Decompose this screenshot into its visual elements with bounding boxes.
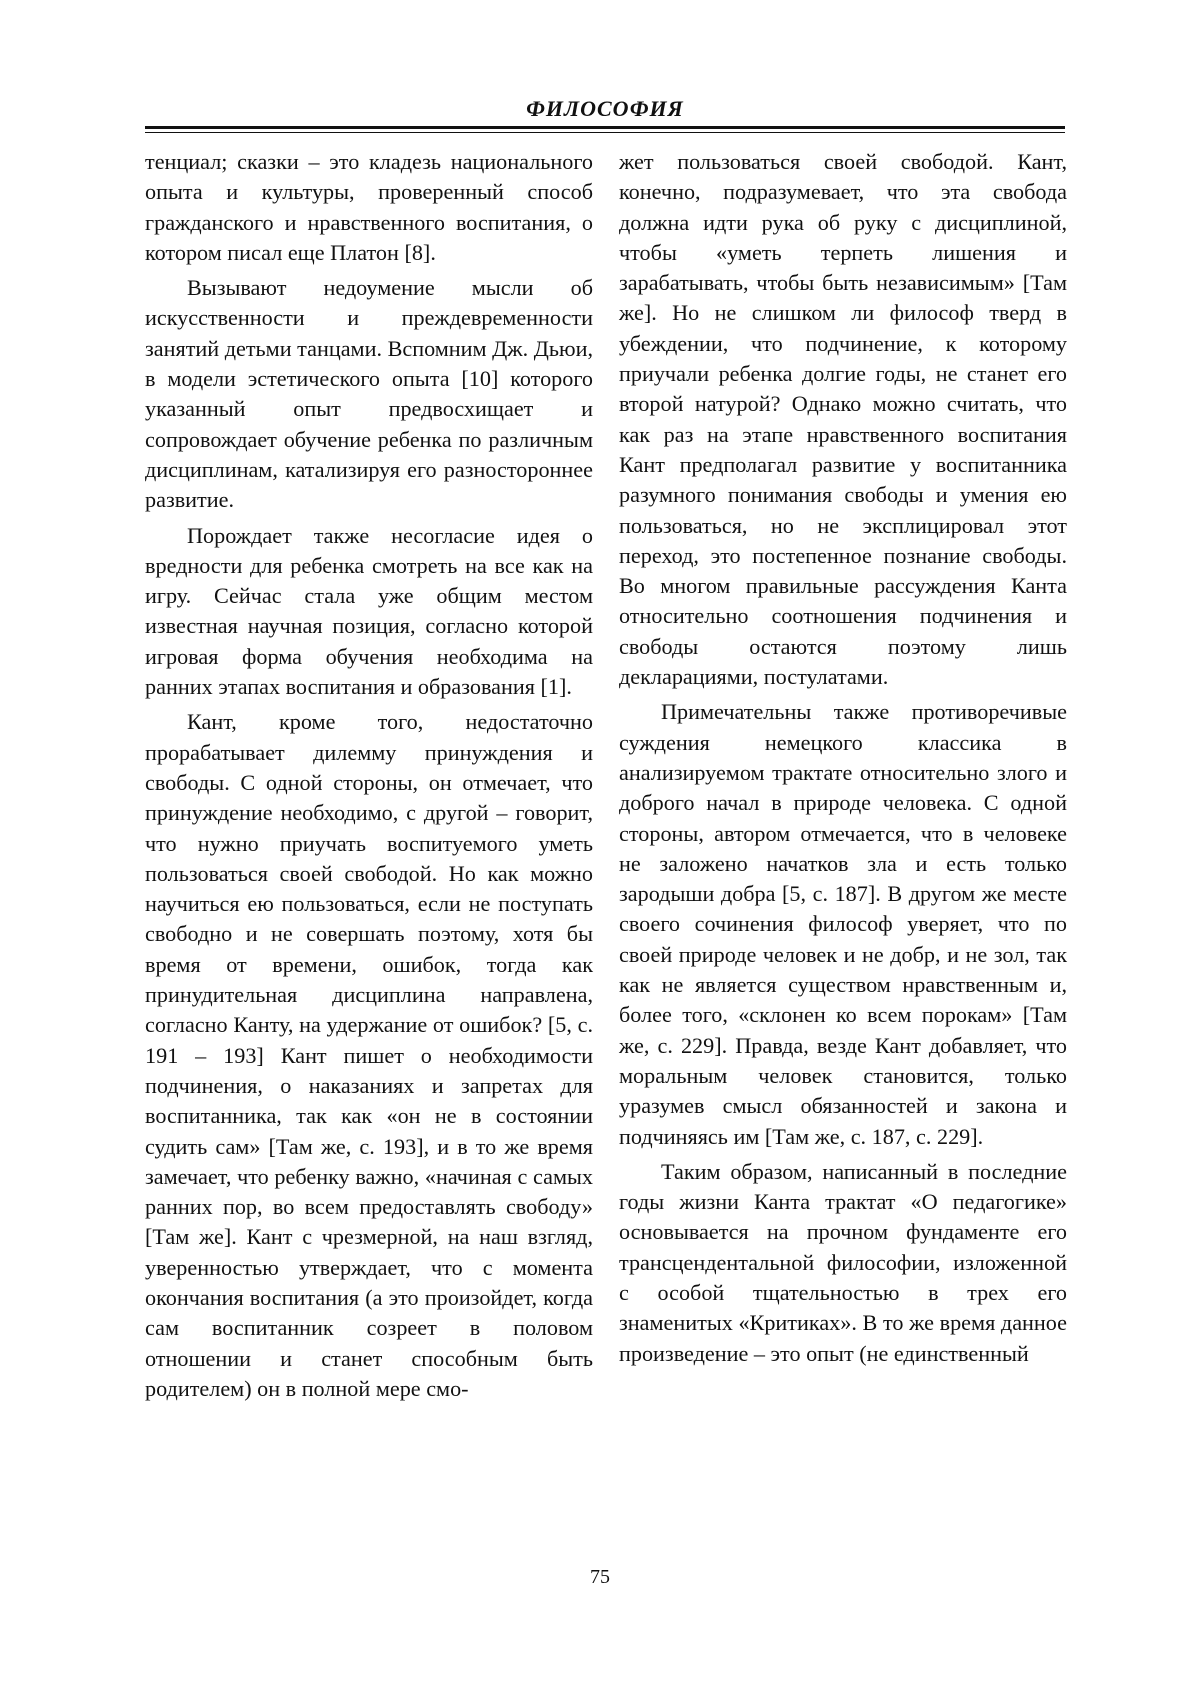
right-column [619,147,1067,1369]
header-rule-thick [145,126,1065,129]
left-column [145,147,593,1404]
page-number: 75 [590,1566,610,1588]
paragraph: Таким образом, написанный в последние годы жизни Канта трактат «О педагогике» основывается на прочном фундаменте его трансцендентальной философии, изложенной с особой тщательностью в трех его знаменитых «Критиках». В то же время данное произведение – это опыт (не единственный [619,1158,1067,1366]
paragraph: Кант, кроме того, недостаточно прорабатывает дилемму принуждения и свободы. С одной стороны, он отмечает, что принуждение необходимо, с другой – говорит, что нужно приучать воспитуемого уметь пользоваться своей свободой. Но как можно научиться ею пользоваться, если не поступать свободно и не совершать поэтому, хотя бы время от времени, ошибок, тогда как принудительная дисциплина направлена, согласно Канту, на удержание от ошибок? [5, с. 191 – 193] Кант пишет о необходимости подчинения, о наказаниях и запретах для воспитанника, так как «он не в состоянии судить сам» [Там же, с. 193], и в то же время замечает, что ребенку важно, «начиная с самых ранних пор, во всем предоставлять свободу» [Там же]. Кант с чрезмерной, на наш взгляд, уверенностью утверждает, что с момента окончания воспитания (а это произойдет, когда сам воспитанник созреет в половом отношении и станет способным быть родителем) он в полной мере смо- [145,709,593,1401]
header-rule-thin [145,132,1065,133]
paragraph: Вызывают недоумение мысли об искусственности и преждевременности занятий детьми танцами. Вспомним Дж. Дьюи, в модели эстетического опыта [10] которого указанный опыт предвосхищает и сопровождает обучение ребенка по различным дисциплинам, катализируя его разностороннее развитие. [145,275,593,513]
paragraph-continued: тенциал; сказки – это кладезь национального опыта и культуры, проверенный способ гражданского и нравственного воспитания, о котором писал еще Платон [8]. [145,149,593,265]
paragraph-continued: жет пользоваться своей свободой. Кант, конечно, подразумевает, что эта свобода должна идти рука об руку с дисциплиной, чтобы «уметь терпеть лишения и зарабатывать, чтобы быть независимым» [Там же]. Но не слишком ли философ тверд в убеждении, что подчинение, к которому приучали ребенка долгие годы, не станет его второй натурой? Однако можно считать, что как раз на этапе нравственного воспитания Кант предполагал развитие у воспитанника разумного понимания свободы и умения ею пользоваться, но не эксплицировал этот переход, это постепенное познание свободы. Во многом правильные рассуждения Канта относительно соотношения подчинения и свободы остаются поэтому лишь декларациями, постулатами. [619,149,1067,690]
paragraph: Примечательны также противоречивые суждения немецкого классика в анализируемом трактате относительно злого и доброго начал в природе человека. С одной стороны, автором отмечается, что в человеке не заложено начатков зла и есть только зародыши добра [5, с. 187]. В другом же месте своего сочинения философ уверяет, что по своей природе человек и не добр, и не зол, так как не является существом нравственным и, более того, «склонен ко всем порокам» [Там же, с. 229]. Правда, везде Кант добавляет, что моральным человек становится, только уразумев смысл обязанностей и закона и подчиняясь им [Там же, с. 187, с. 229]. [619,699,1067,1149]
running-title: ФИЛОСОФИЯ [526,96,684,121]
paragraph: Порождает также несогласие идея о вредности для ребенка смотреть на все как на игру. Сейчас стала уже общим местом известная научная позиция, согласно которой игровая форма обучения необходима на ранних этапах воспитания и образования [1]. [145,522,593,700]
